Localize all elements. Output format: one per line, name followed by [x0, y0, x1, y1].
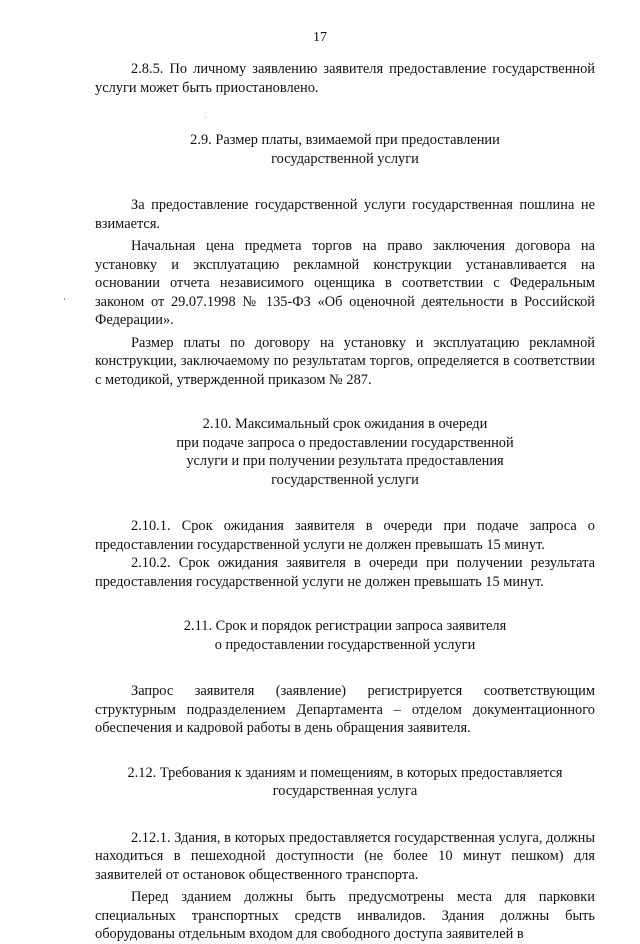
heading-line: о предоставлении государственной услуги	[214, 636, 476, 653]
paragraph-request-registration: Запрос заявителя (заявление) регистрируется соответствующим структурным подразделением Департамента – отделом документационного обеспечения и кадровой работы в день обращения заявителя.	[95, 683, 595, 736]
heading-2-9	[95, 131, 595, 168]
heading-line: государственной услуги	[271, 150, 419, 167]
heading-2-11	[95, 617, 595, 654]
heading-line: услуги и при получении результата предоставления	[186, 453, 504, 469]
paragraph-parking: Перед зданием должны быть предусмотрены места для парковки специальных транспортных средств инвалидов. Здания должны быть оборудованы отдельным входом для свободного доступа заявителей в	[95, 889, 595, 942]
page-number: 17	[313, 30, 327, 45]
paragraph-payment: Размер платы по договору на установку и эксплуатацию рекламной конструкции, заключаемому по результатам торгов, определяется в соответствии с методикой, утвержденной приказом № 287.	[95, 334, 595, 388]
heading-line: государственной услуги	[271, 471, 419, 488]
heading-line: при подаче запроса о предоставлении государственной	[176, 434, 514, 451]
paragraph-2-8-5: 2.8.5. По личному заявлению заявителя предоставление государственной услуги может быть приостановлено.	[95, 61, 595, 96]
heading-2-10	[95, 415, 595, 489]
scan-margin-mark	[64, 298, 65, 300]
paragraph-start-price: Начальная цена предмета торгов на право заключения договора на установку и эксплуатацию рекламной конструкции устанавливается на основании отчета независимого оценщика в соответствии с Федеральным законом от 29.07.1998 № 135-ФЗ «Об оценочной деятельности в Российской Федерации».	[95, 238, 595, 328]
heading-line: государственная услуга	[272, 783, 418, 799]
document-body	[95, 60, 595, 944]
heading-line: 2.10. Максимальный срок ожидания в очереди	[202, 416, 488, 432]
paragraph-2-10-2: 2.10.2. Срок ожидания заявителя в очереди при получении результата предоставления государственной услуги не должен превышать 15 минут.	[95, 555, 595, 590]
paragraph-fee: За предоставление государственной услуги государственная пошлина не взимается.	[95, 197, 595, 232]
paragraph-2-12-1: 2.12.1. Здания, в которых предоставляется государственная услуга, должны находиться в пешеходной доступности (не более 10 минут пешком) для заявителей от остановок общественного транспорта.	[95, 829, 595, 883]
heading-line: 2.12. Требования к зданиям и помещениям, в которых предоставляется	[127, 764, 563, 781]
heading-line: 2.9. Размер платы, взимаемой при предоставлении	[190, 132, 500, 148]
paragraph-2-10-1: 2.10.1. Срок ожидания заявителя в очереди при подаче запроса о предоставлении государственной услуги не должен превышать 15 минут.	[95, 518, 595, 553]
heading-line: 2.11. Срок и порядок регистрации запроса заявителя	[183, 618, 507, 634]
heading-2-12	[95, 764, 595, 801]
